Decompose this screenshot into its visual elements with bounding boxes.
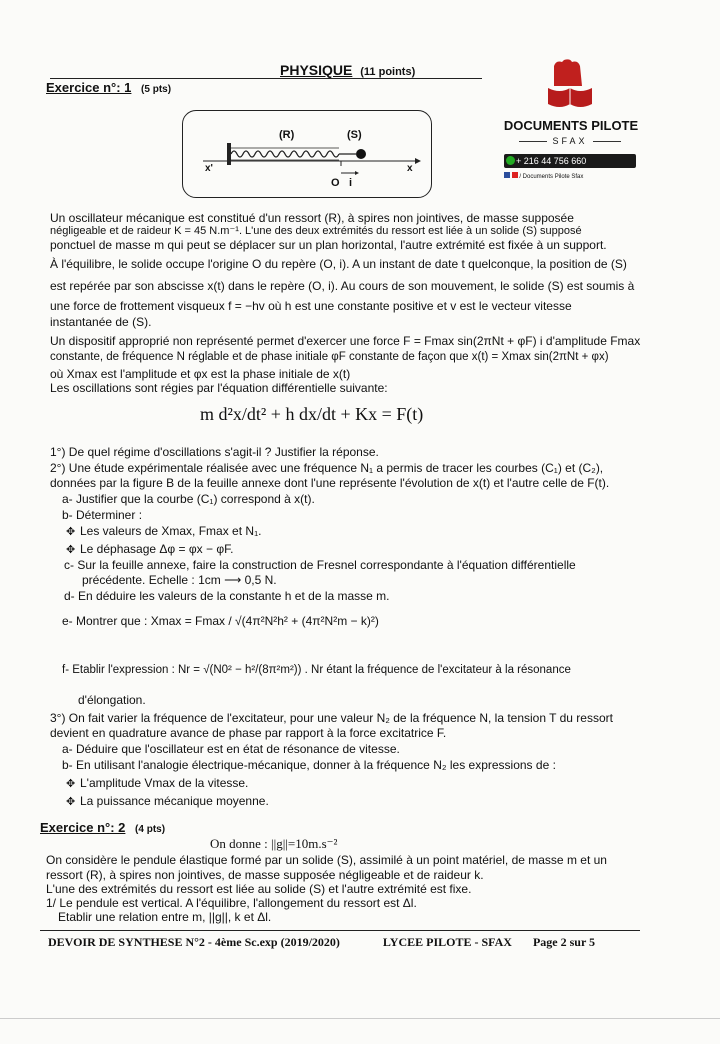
ex2-title: Exercice n°: 2: [40, 820, 126, 835]
ex1-q2-b1-row: ✥ Les valeurs de Xmax, Fmax et N₁.: [66, 524, 262, 538]
fig-xprime-label: x': [205, 163, 213, 174]
ex1-q2-d: d- En déduire les valeurs de la constante h et de la masse m.: [64, 589, 390, 603]
ex1-p10: où Xmax est l'amplitude et φx est la phase initiale de x(t): [50, 367, 351, 381]
ex2-p3: L'une des extrémités du ressort est liée au solide (S) et l'autre extrémité est fixe.: [46, 882, 472, 896]
ex1-p5: est repérée par son abscisse x(t) dans le repère (O, i). Au cours de son mouvement, le solide (S) est soumis à: [50, 279, 635, 293]
subject-title: [280, 62, 415, 78]
ex1-q2-c2: précédente. Echelle : 1cm ⟶ 0,5 N.: [82, 573, 277, 587]
ex1-q2a: 2°) Une étude expérimentale réalisée avec une fréquence N₁ a permis de tracer les courbes (C₁) et (C₂),: [50, 461, 604, 475]
ex1-p4: À l'équilibre, le solide occupe l'origine O du repère (O, i). A un instant de date t quelconque, la position de (S): [50, 257, 627, 271]
ex2-p4: 1/ Le pendule est vertical. A l'équilibre, l'allongement du ressort est Δl.: [46, 896, 417, 910]
ex1-q3-b: b- En utilisant l'analogie électrique-mécanique, donner à la fréquence N₂ les expressions de :: [62, 758, 556, 772]
ex1-p2: négligeable et de raideur K = 45 N.m⁻¹. L'une des deux extrémités du ressort est liée à un solide (S) supposé: [50, 225, 582, 237]
subject-points: (11 points): [360, 66, 416, 78]
footer-left: DEVOIR DE SYNTHESE N°2 - 4ème Sc.exp (2019/2020): [48, 935, 340, 949]
brand-name: DOCUMENTS PILOTE: [503, 118, 639, 133]
brand-logo: [500, 58, 640, 193]
ex1-q3-b1-row: ✥ L'amplitude Vmax de la vitesse.: [66, 776, 249, 790]
bullet-icon: ✥: [66, 544, 76, 556]
footer: [48, 935, 648, 950]
ex1-q2-e: e- Montrer que : Xmax = Fmax / √(4π²N²h² + (4π²N²m − k)²): [62, 614, 379, 628]
footer-right: Page 2 sur 5: [532, 935, 596, 949]
ex1-p8: Un dispositif approprié non représenté permet d'exercer une force F = Fmax sin(2πNt + φF) i d'amplitude Fmax: [50, 334, 641, 348]
fig-solid-label: (S): [347, 129, 362, 141]
ex2-p1: On considère le pendule élastique formé par un solide (S), assimilé à un point matériel, de masse m et un: [46, 853, 607, 867]
ex1-p9: constante, de fréquence N réglable et de phase initiale φF constante de façon que x(t) = Xmax sin(2πNt + φx): [50, 351, 609, 363]
fig-origin-label: O: [331, 177, 340, 189]
bottom-rule: [0, 1018, 720, 1019]
brand-city-row: [500, 136, 640, 146]
ex1-q2-b2-row: ✥ Le déphasage Δφ = φx − φF.: [66, 542, 234, 556]
ex2-points: (4 pts): [135, 824, 166, 835]
whatsapp-icon: [506, 156, 515, 165]
ex1-p1: Un oscillateur mécanique est constitué d'un ressort (R), à spires non jointives, de masse supposée: [50, 211, 574, 225]
ex1-q2-a: a- Justifier que la courbe (C₁) correspond à x(t).: [62, 492, 315, 506]
spring-figure: [182, 110, 432, 198]
ex2-given: On donne : ||g||=10m.s⁻²: [210, 836, 338, 851]
ex1-q3a: 3°) On fait varier la fréquence de l'excitateur, pour une valeur N₂ de la fréquence N, la tension T du ressort: [50, 711, 613, 725]
header-rule: [50, 78, 482, 79]
fist-book-icon: [500, 58, 640, 118]
brand-social: / Documents Pilote Sfax: [504, 172, 583, 180]
fig-unit-label: i: [349, 177, 353, 189]
differential-equation: m d²x/dt² + h dx/dt + Kx = F(t): [200, 404, 424, 424]
ex1-q1: 1°) De quel régime d'oscillations s'agit-il ? Justifier la réponse.: [50, 445, 379, 459]
ex1-points: (5 pts): [141, 84, 172, 95]
footer-center: LYCEE PILOTE - SFAX: [382, 935, 512, 949]
ex1-q2-b: b- Déterminer :: [62, 508, 143, 522]
brand-phone: + 216 44 756 660: [504, 154, 636, 168]
facebook-icon: [504, 172, 510, 178]
ex2-p5: Etablir une relation entre m, ||g||, k et Δl.: [58, 910, 272, 924]
fig-spring-label: (R): [279, 129, 295, 141]
ex1-q2b: données par la figure B de la feuille annexe dont l'une représente l'évolution de x(t) et l'autre celle de F(t).: [50, 476, 610, 490]
fig-x-label: x: [407, 163, 413, 174]
bullet-icon: ✥: [66, 796, 76, 808]
ex1-p6: une force de frottement visqueux f = −hv où h est une constante positive et v est le vecteur vitesse: [50, 299, 572, 313]
ex1-q2-f1: f- Etablir l'expression : Nr = √(N0² − h²/(8π²m²)) . Nr étant la fréquence de l'excitateur à la résonance: [62, 664, 571, 676]
subject-label: PHYSIQUE: [280, 62, 353, 78]
ex1-title: Exercice n°: 1: [46, 80, 132, 95]
ex1-p7: instantanée de (S).: [50, 315, 152, 329]
ex2-p2: ressort (R), à spires non jointives, de masse supposée négligeable et de raideur k.: [46, 868, 484, 882]
brand-city: SFAX: [552, 136, 588, 146]
ex1-p3: ponctuel de masse m qui peut se déplacer sur un plan horizontal, l'autre extrémité est fixée à un support.: [50, 238, 607, 252]
ex1-heading: [46, 80, 171, 95]
ex1-q2-c1: c- Sur la feuille annexe, faire la construction de Fresnel correspondante à l'équation différentielle: [64, 558, 576, 572]
ex1-p11: Les oscillations sont régies par l'équation différentielle suivante:: [50, 381, 388, 395]
bullet-icon: ✥: [66, 526, 76, 538]
youtube-icon: [512, 172, 518, 178]
ex1-q3b: devient en quadrature avance de phase par rapport à la force excitatrice F.: [50, 726, 447, 740]
ex2-heading: [40, 820, 165, 835]
footer-rule: [40, 930, 640, 931]
ex1-q3-b2-row: ✥ La puissance mécanique moyenne.: [66, 794, 269, 808]
ex1-q3-a: a- Déduire que l'oscillateur est en état de résonance de vitesse.: [62, 742, 400, 756]
ex1-q2-f2: d'élongation.: [78, 693, 146, 707]
bullet-icon: ✥: [66, 778, 76, 790]
